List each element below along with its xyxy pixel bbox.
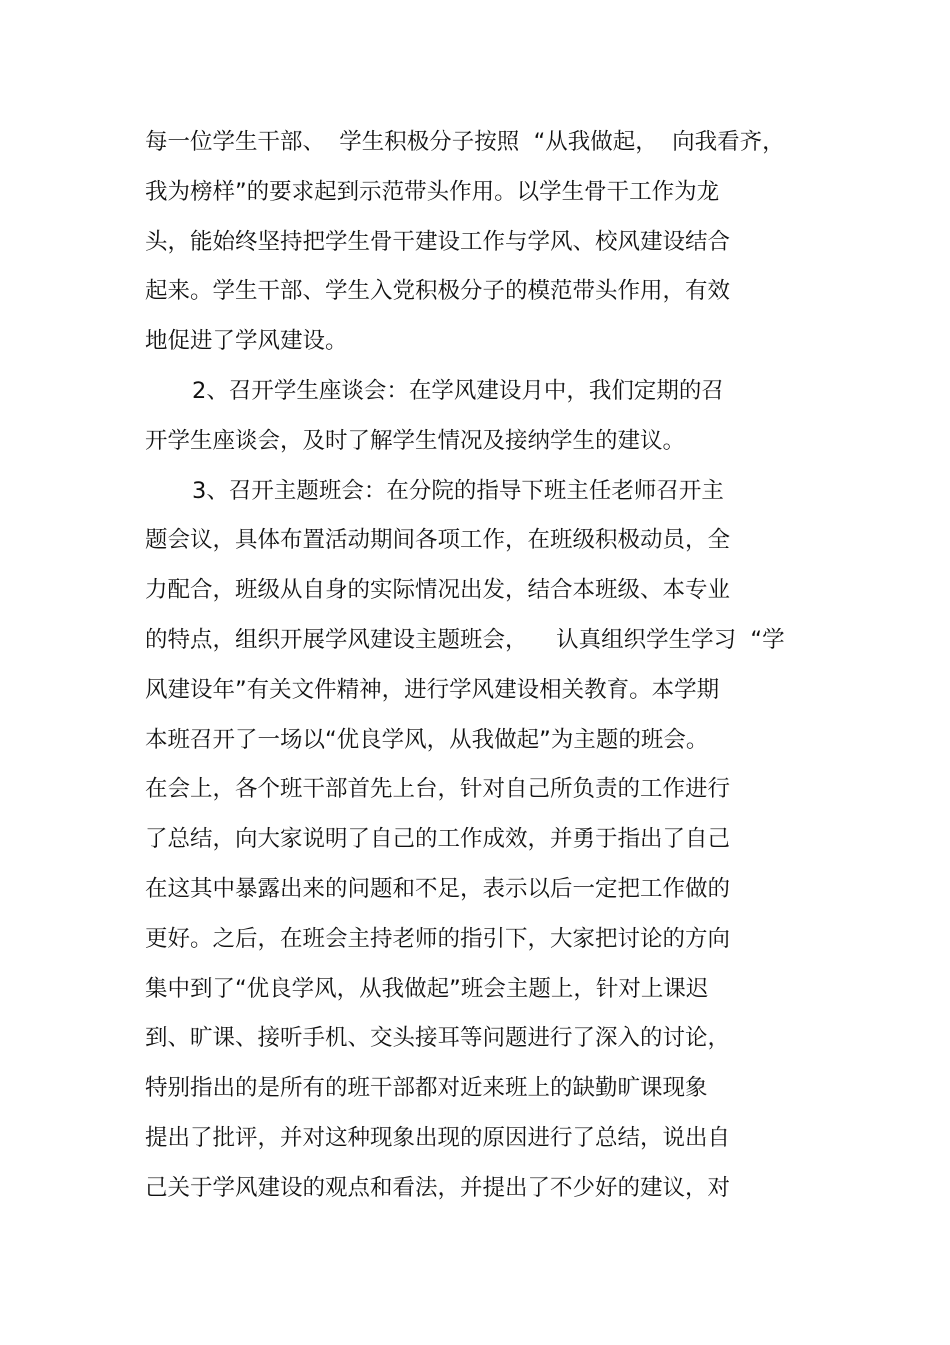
text-line: 己关于学风建设的观点和看法，并提出了不少好的建议，对 xyxy=(145,1175,731,1201)
text-line: 更好。之后，在班会主持老师的指引下，大家把讨论的方向 xyxy=(145,926,731,952)
text-line: 集中到了“优良学风，从我做起”班会主题上，针对上课迟 xyxy=(145,976,709,1002)
text-line: 了总结，向大家说明了自己的工作成效，并勇于指出了自己 xyxy=(145,826,731,852)
text-line: 特别指出的是所有的班干部都对近来班上的缺勤旷课现象 xyxy=(145,1075,708,1101)
text-line: 力配合，班级从自身的实际情况出发，结合本班级、本专业 xyxy=(145,577,731,603)
text-line: 到、旷课、接听手机、交头接耳等问题进行了深入的讨论， xyxy=(145,1025,731,1051)
text-line: 题会议，具体布置活动期间各项工作，在班级积极动员，全 xyxy=(145,527,731,553)
text-line: 在这其中暴露出来的问题和不足，表示以后一定把工作做的 xyxy=(145,876,731,902)
text-line: 在会上，各个班干部首先上台，针对自己所负责的工作进行 xyxy=(145,776,731,802)
text-line: 本班召开了一场以“优良学风，从我做起”为主题的班会。 xyxy=(145,727,709,753)
text-line: 风建设年”有关文件精神，进行学风建设相关教育。本学期 xyxy=(145,677,720,703)
text-line: 提出了批评，并对这种现象出现的原因进行了总结，说出自 xyxy=(145,1125,731,1151)
text-line: 头，能始终坚持把学生骨干建设工作与学风、校风建设结合 xyxy=(145,229,731,255)
text-line: 3、召开主题班会：在分院的指导下班主任老师召开主 xyxy=(192,478,724,504)
text-line: 的特点，组织开展学风建设主题班会， 认真组织学生学习 “学 xyxy=(145,627,785,653)
text-line: 2、召开学生座谈会：在学风建设月中，我们定期的召 xyxy=(192,378,724,404)
text-line: 每一位学生干部、 学生积极分子按照 “从我做起， 向我看齐， xyxy=(145,129,785,155)
text-line: 我为榜样”的要求起到示范带头作用。以学生骨干工作为龙 xyxy=(145,179,720,205)
text-line: 地促进了学风建设。 xyxy=(145,328,348,354)
text-line: 开学生座谈会，及时了解学生情况及接纳学生的建议。 xyxy=(145,428,686,454)
text-line: 起来。学生干部、学生入党积极分子的模范带头作用，有效 xyxy=(145,278,731,304)
